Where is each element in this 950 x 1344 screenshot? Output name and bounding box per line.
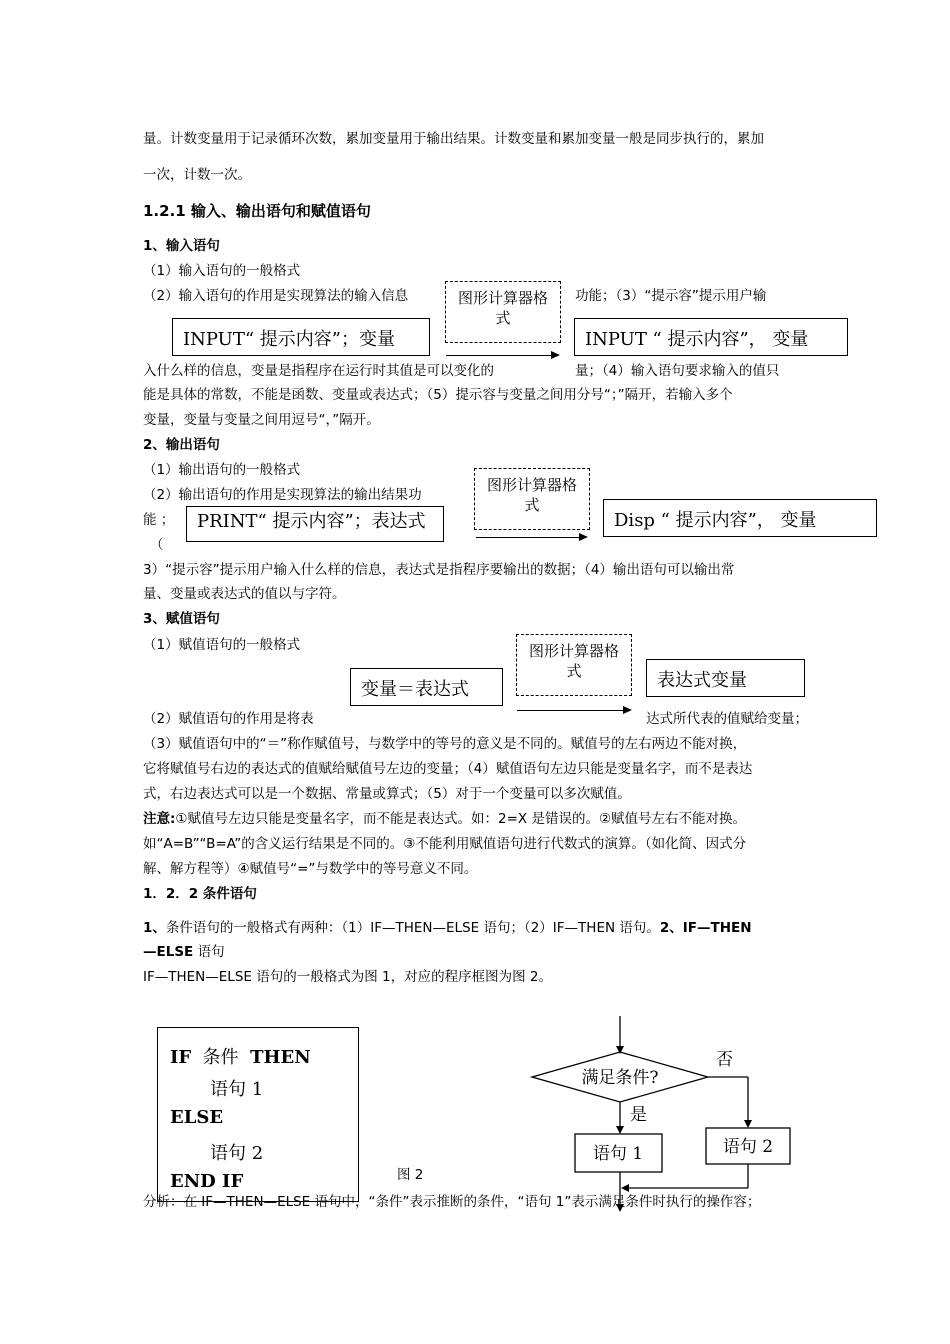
assign-s2b: 达式所代表的值赋给变量； bbox=[646, 711, 808, 727]
section-title-1-2-1: 1.2.1 输入、输出语句和赋值语句 bbox=[143, 202, 371, 220]
input-calculator-box: INPUT “ 提示内容”， 变量 bbox=[574, 318, 848, 356]
assign-s2: （2）赋值语句的作用是将表 bbox=[143, 711, 314, 727]
assign-s1: （1）赋值语句的一般格式 bbox=[143, 637, 301, 653]
decision-label: 满足条件? bbox=[581, 1068, 659, 1088]
if-then-else-code-box bbox=[157, 1027, 359, 1202]
cond-l2: —ELSE 语句 bbox=[143, 944, 225, 960]
figure-2-caption: 图 2 bbox=[397, 1167, 424, 1183]
code-line-stmt1: 语句 1 bbox=[210, 1079, 264, 1100]
input-heading: 1、输入语句 bbox=[143, 238, 220, 254]
output-format-box: PRINT“ 提示内容”；表达式 bbox=[186, 506, 444, 542]
code-line-endif: END IF bbox=[170, 1171, 244, 1192]
arrow-right bbox=[517, 710, 630, 711]
calculator-format-dash-box: 图形计算器格式 bbox=[474, 468, 590, 530]
input-l5: 变量，变量与变量之间用逗号“，”隔开。 bbox=[143, 412, 380, 428]
note-line bbox=[143, 810, 746, 828]
analysis-line: 分析：在 IF—THEN—ELSE 语句中，“条件”表示推断的条件，“语句 1”表示满足条件时执行的操作容； bbox=[143, 1194, 761, 1210]
stmt2-label: 语句 2 bbox=[722, 1137, 774, 1157]
input-s2: （2）输入语句的作用是实现算法的输入信息 bbox=[143, 288, 409, 304]
input-l4: 能是具体的常数，不能是函数、变量或表达式；（5）提示容与变量之间用分号“；”隔开，若输入多个 bbox=[143, 387, 733, 403]
note-line: 解、解方程等）④赋值号“=”与数学中的等号意义不同。 bbox=[143, 861, 478, 877]
note-text: ①赋值号左边只能是变量名字，而不能是表达式。如：2=X 是错误的。②赋值号左右不能对换。 bbox=[175, 811, 747, 827]
input-l3b: 量；（4）输入语句要求输入的值只 bbox=[575, 363, 780, 379]
output-calculator-box: Disp “ 提示内容”， 变量 bbox=[603, 499, 877, 537]
code-line-if: IF 条件 THEN bbox=[170, 1047, 311, 1068]
calculator-format-dash-box: 图形计算器格式 bbox=[445, 281, 561, 343]
section-title-1-2-2: 1．2．2 条件语句 bbox=[143, 886, 257, 902]
output-s2: （2）输出语句的作用是实现算法的输出结果功 bbox=[143, 487, 422, 503]
calculator-format-dash-box: 图形计算器格式 bbox=[516, 634, 632, 696]
yes-label: 是 bbox=[630, 1105, 647, 1125]
input-s1: （1）输入语句的一般格式 bbox=[143, 263, 301, 279]
input-l3: 入什么样的信息，变量是指程序在运行时其值是可以变化的 bbox=[143, 363, 494, 379]
output-s2c: 能 ； bbox=[143, 512, 175, 528]
arrow-right bbox=[446, 355, 558, 356]
stmt1-label: 语句 1 bbox=[592, 1144, 644, 1164]
output-s1: （1）输出语句的一般格式 bbox=[143, 462, 301, 478]
paragraph-line: 一次，计数一次。 bbox=[143, 167, 251, 183]
arrow-head bbox=[621, 1184, 629, 1192]
output-l3: 3）“提示容”提示用户输入什么样的信息，表达式是指程序要输出的数据；（4）输出语句可以输出常 bbox=[143, 562, 735, 578]
arrow-head bbox=[744, 1120, 752, 1128]
assign-l3: （3）赋值语句中的“＝”称作赋值号，与数学中的等号的意义是不同的。赋值号的左右两边不能对换， bbox=[143, 736, 747, 752]
code-line-stmt2: 语句 2 bbox=[210, 1143, 264, 1164]
cond-l1: 1、条件语句的一般格式有两种：（1）IF—THEN—ELSE 语句；（2）IF—THEN 语句。2、IF—THEN bbox=[143, 920, 752, 936]
note-line: 如“A=B”“B=A”的含义运行结果是不同的。③不能利用赋值语句进行代数式的演算。（如化简、因式分 bbox=[143, 836, 747, 852]
assign-l5: 式，右边表达式可以是一个数据、常量或算式；（5）对于一个变量可以多次赋值。 bbox=[143, 786, 631, 802]
input-s2b: 功能；（3）“提示容”提示用户输 bbox=[575, 288, 767, 304]
no-label: 否 bbox=[716, 1050, 733, 1070]
output-s2d: （ bbox=[150, 537, 164, 553]
code-line-else: ELSE bbox=[170, 1107, 224, 1128]
assign-format-box: 变量＝表达式 bbox=[350, 668, 503, 706]
assign-l4: 它将赋值号右边的表达式的值赋给赋值号左边的变量；（4）赋值语句左边只能是变量名字，而不是表达 bbox=[143, 761, 753, 777]
arrow-right bbox=[476, 537, 586, 538]
flowchart bbox=[520, 1010, 810, 1215]
output-heading: 2、输出语句 bbox=[143, 437, 220, 453]
assign-calculator-box: 表达式变量 bbox=[646, 659, 805, 697]
cond-l3: IF—THEN—ELSE 语句的一般格式为图 1，对应的程序框图为图 2。 bbox=[143, 969, 552, 985]
note-label: 注意: bbox=[143, 811, 176, 827]
output-l4: 量、变量或表达式的值以与字符。 bbox=[143, 586, 346, 602]
input-format-box: INPUT“ 提示内容”；变量 bbox=[172, 318, 430, 356]
arrow-head bbox=[616, 1126, 624, 1134]
assign-heading: 3、赋值语句 bbox=[143, 611, 220, 627]
paragraph-line: 量。计数变量用于记录循环次数，累加变量用于输出结果。计数变量和累加变量一般是同步执行的，累加 bbox=[143, 131, 764, 147]
